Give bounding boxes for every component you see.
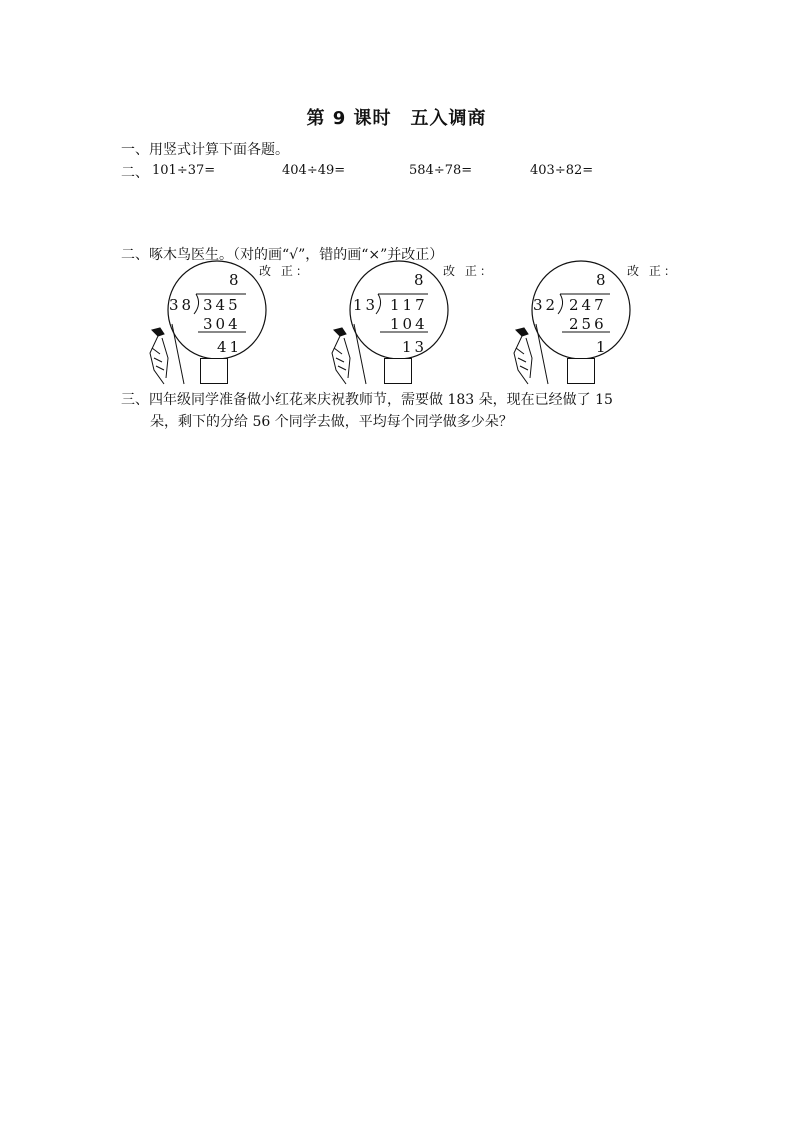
- divisor: 13: [353, 296, 379, 314]
- remainder: 13: [402, 338, 428, 356]
- quotient: 8: [229, 271, 242, 289]
- answer-box[interactable]: [384, 358, 412, 384]
- answer-box[interactable]: [200, 358, 228, 384]
- section3-line2: 朵，剩下的分给 56 个同学去做，平均每个同学做多少朵？: [150, 414, 513, 430]
- product: 256: [569, 315, 607, 333]
- section1-heading: 一、用竖式计算下面各题。: [121, 142, 289, 158]
- dividend: 117: [390, 296, 428, 314]
- remainder: 41: [217, 338, 243, 356]
- section3-line1: 三、四年级同学准备做小红花来庆祝教师节，需要做 183 朵，现在已经做了 15: [121, 392, 613, 408]
- product: 304: [203, 315, 241, 333]
- remainder: 1: [596, 338, 609, 356]
- correction-label: 改 正：: [443, 264, 495, 278]
- page-title: 第 9 课时 五入调商: [306, 108, 487, 129]
- dividend: 345: [203, 296, 241, 314]
- answer-box[interactable]: [567, 358, 595, 384]
- exercise-4: 403÷82=: [530, 163, 594, 178]
- section1-prefix: 二、: [121, 165, 149, 181]
- product: 104: [390, 315, 428, 333]
- woodpecker-problem-3: [504, 258, 754, 388]
- exercise-2: 404÷49=: [282, 163, 346, 178]
- divisor: 32: [533, 296, 559, 314]
- quotient: 8: [414, 271, 427, 289]
- exercise-3: 584÷78=: [409, 163, 473, 178]
- woodpecker-icon: [150, 324, 184, 384]
- woodpecker-icon: [514, 324, 548, 384]
- correction-label: 改 正：: [259, 264, 311, 278]
- exercise-1: 101÷37=: [152, 163, 216, 178]
- woodpecker-icon: [332, 324, 366, 384]
- section2-heading: 二、啄木鸟医生。（对的画“√”，错的画“×”并改正）: [121, 247, 444, 263]
- divisor: 38: [169, 296, 195, 314]
- dividend: 247: [569, 296, 607, 314]
- quotient: 8: [596, 271, 609, 289]
- correction-label: 改 正：: [627, 264, 679, 278]
